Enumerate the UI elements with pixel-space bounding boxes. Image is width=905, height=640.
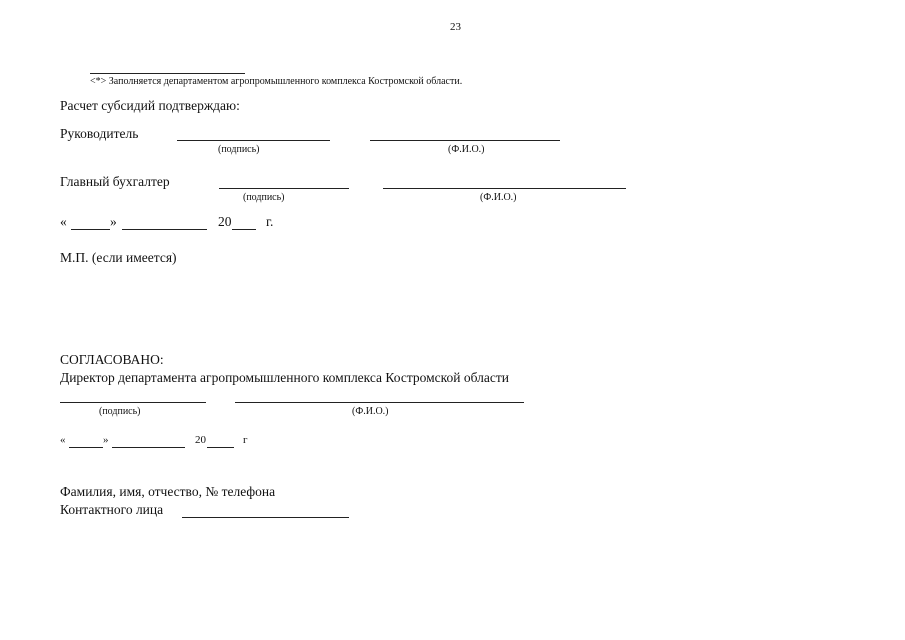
- accountant-name-line: [383, 188, 626, 189]
- date1-year-prefix: 20: [218, 214, 232, 229]
- date2-year-suffix: г: [243, 434, 248, 446]
- date1-day-line: [71, 229, 110, 230]
- date1-year-line: [232, 229, 256, 230]
- head-signature-line: [177, 140, 330, 141]
- accountant-name-caption: (Ф.И.О.): [480, 192, 517, 203]
- date1-month-line: [122, 229, 207, 230]
- director-signature-line: [60, 402, 206, 403]
- date2-year-prefix: 20: [195, 434, 206, 446]
- date1-open-quote: «: [60, 214, 67, 229]
- page-number: 23: [450, 21, 461, 33]
- date2-year-line: [207, 447, 234, 448]
- date2-open-quote: «: [60, 434, 66, 446]
- director-name-line: [235, 402, 524, 403]
- head-name-caption: (Ф.И.О.): [448, 144, 485, 155]
- date2-day-line: [69, 447, 103, 448]
- footnote-text: <*> Заполняется департаментом агропромышленного комплекса Костромской области.: [90, 76, 463, 87]
- date2-month-line: [112, 447, 185, 448]
- accountant-signature-caption: (подпись): [243, 192, 285, 203]
- accountant-signature-line: [219, 188, 349, 189]
- contact-line: [182, 517, 349, 518]
- head-label: Руководитель: [60, 126, 139, 141]
- stamp-note: М.П. (если имеется): [60, 250, 177, 265]
- agreed-heading: СОГЛАСОВАНО:: [60, 352, 164, 367]
- contact-line1: Фамилия, имя, отчество, № телефона: [60, 484, 276, 499]
- date1-year-suffix: г.: [266, 214, 274, 229]
- head-signature-caption: (подпись): [218, 144, 260, 155]
- date1-close-quote: »: [110, 214, 117, 229]
- contact-line2: Контактного лица: [60, 502, 164, 517]
- director-signature-caption: (подпись): [99, 406, 141, 417]
- confirm-heading: Расчет субсидий подтверждаю:: [60, 98, 240, 113]
- accountant-label: Главный бухгалтер: [60, 174, 170, 189]
- date2-close-quote: »: [103, 434, 109, 446]
- footnote-separator: [90, 73, 245, 74]
- director-title: Директор департамента агропромышленного комплекса Костромской области: [60, 370, 510, 385]
- director-name-caption: (Ф.И.О.): [352, 406, 389, 417]
- head-name-line: [370, 140, 560, 141]
